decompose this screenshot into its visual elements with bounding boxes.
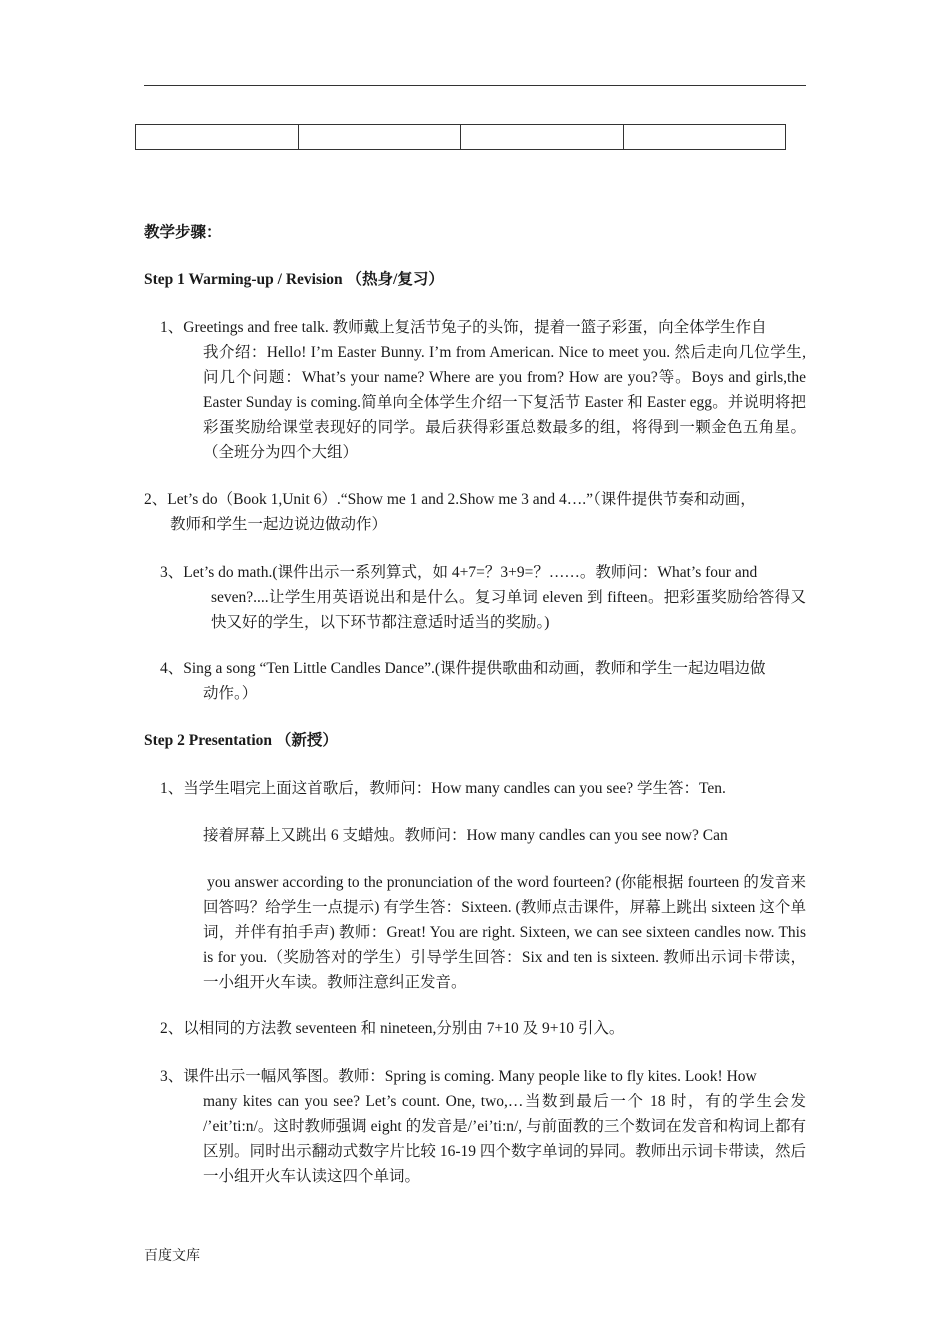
table-cell <box>623 125 786 150</box>
step1-heading: Step 1 Warming-up / Revision （热身/复习） <box>144 271 444 288</box>
step2-item-3-body: many kites can you see? Let’s count. One, two,…当数到最后一个 18 时，有的学生会发 /’eit’ti:n/。这时教师强调 eight 的发音是/’ei’ti:n/, 与前面教的三个数词在发音和构词上都有区别。同时出示翻动式数字片比较 16-19 四个数字单词的异同。教师出示词卡带读，然后一小组开火车认读这四个单词。 <box>203 1093 806 1185</box>
step1-item-2 <box>144 487 806 537</box>
step1-item-3 <box>160 560 806 635</box>
step1-item-1 <box>160 315 806 465</box>
step1-item-4-body: 动作。） <box>203 685 258 702</box>
step2-item-3-first-line: 3、课件出示一幅风筝图。教师：Spring is coming. Many people like to fly kites. Look! How <box>160 1068 757 1085</box>
step1-item-4-first-line: 4、Sing a song “Ten Little Candles Dance”.(课件提供歌曲和动画，教师和学生一起边唱边做 <box>160 660 766 677</box>
step1-item-2-first-line: 2、Let’s do（Book 1,Unit 6）.“Show me 1 and 2.Show me 3 and 4….”（课件提供节奏和动画， <box>144 491 756 508</box>
step2-item-1-para-3: you answer according to the pronunciation of the word fourteen? (你能根据 fourteen 的发音来回答吗？给学生一点提示) 有学生答：Sixteen. (教师点击课件，屏幕上跳出 sixteen 这个单词，并伴有拍手声) 教师：Great! You are right. Sixteen, we can see sixteen candles now. This is for you.（奖励答对的学生）引导学生回答：Six and ten is sixteen. 教师出示词卡带读，一小组开火车读。教师注意纠正发音。 <box>203 874 810 991</box>
step1-item-3-body: seven?....让学生用英语说出和是什么。复习单词 eleven 到 fifteen。把彩蛋奖励给答得又快又好的学生，以下环节都注意适时适当的奖励。) <box>211 589 806 631</box>
step2-item-2: 2、以相同的方法教 seventeen 和 nineteen,分别由 7+10 及 9+10 引入。 <box>160 1020 625 1037</box>
table-cell <box>136 125 299 150</box>
step2-item-3 <box>160 1064 806 1189</box>
table-cell <box>298 125 461 150</box>
table-row <box>136 125 786 150</box>
header-rule <box>144 85 806 86</box>
step1-item-1-body: 我介绍：Hello! I’m Easter Bunny. I’m from American. Nice to meet you. 然后走向几位学生,问几个问题：What’s your name? Where are you from? How are you?等。Boys and girls,the Easter Sunday is coming.简单向全体学生介绍一下复活节 Easter 和 Easter egg。并说明将把彩蛋奖励给课堂表现好的同学。最后获得彩蛋总数最多的组，将得到一颗金色五角星。（全班分为四个大组） <box>203 344 806 461</box>
section-title: 教学步骤： <box>144 224 222 241</box>
step1-item-1-first-line: 1、Greetings and free talk. 教师戴上复活节兔子的头饰，提着一篮子彩蛋，向全体学生作自 <box>160 319 767 336</box>
step2-item-1-first-line: 1、当学生唱完上面这首歌后，教师问：How many candles can you see? 学生答：Ten. <box>160 780 726 797</box>
step1-item-4 <box>160 656 806 706</box>
step1-item-3-first-line: 3、Let’s do math.(课件出示一系列算式，如 4+7=？3+9=？……。教师问：What’s four and <box>160 564 758 581</box>
table-cell <box>461 125 624 150</box>
step2-heading: Step 2 Presentation （新授） <box>144 732 338 749</box>
footer-label: 百度文库 <box>144 1249 200 1264</box>
step1-item-2-body: 教师和学生一起边说边做动作） <box>170 516 388 533</box>
step2-item-1-para-2: 接着屏幕上又跳出 6 支蜡烛。教师问：How many candles can you see now? Can <box>203 827 728 844</box>
blank-table <box>135 124 786 150</box>
